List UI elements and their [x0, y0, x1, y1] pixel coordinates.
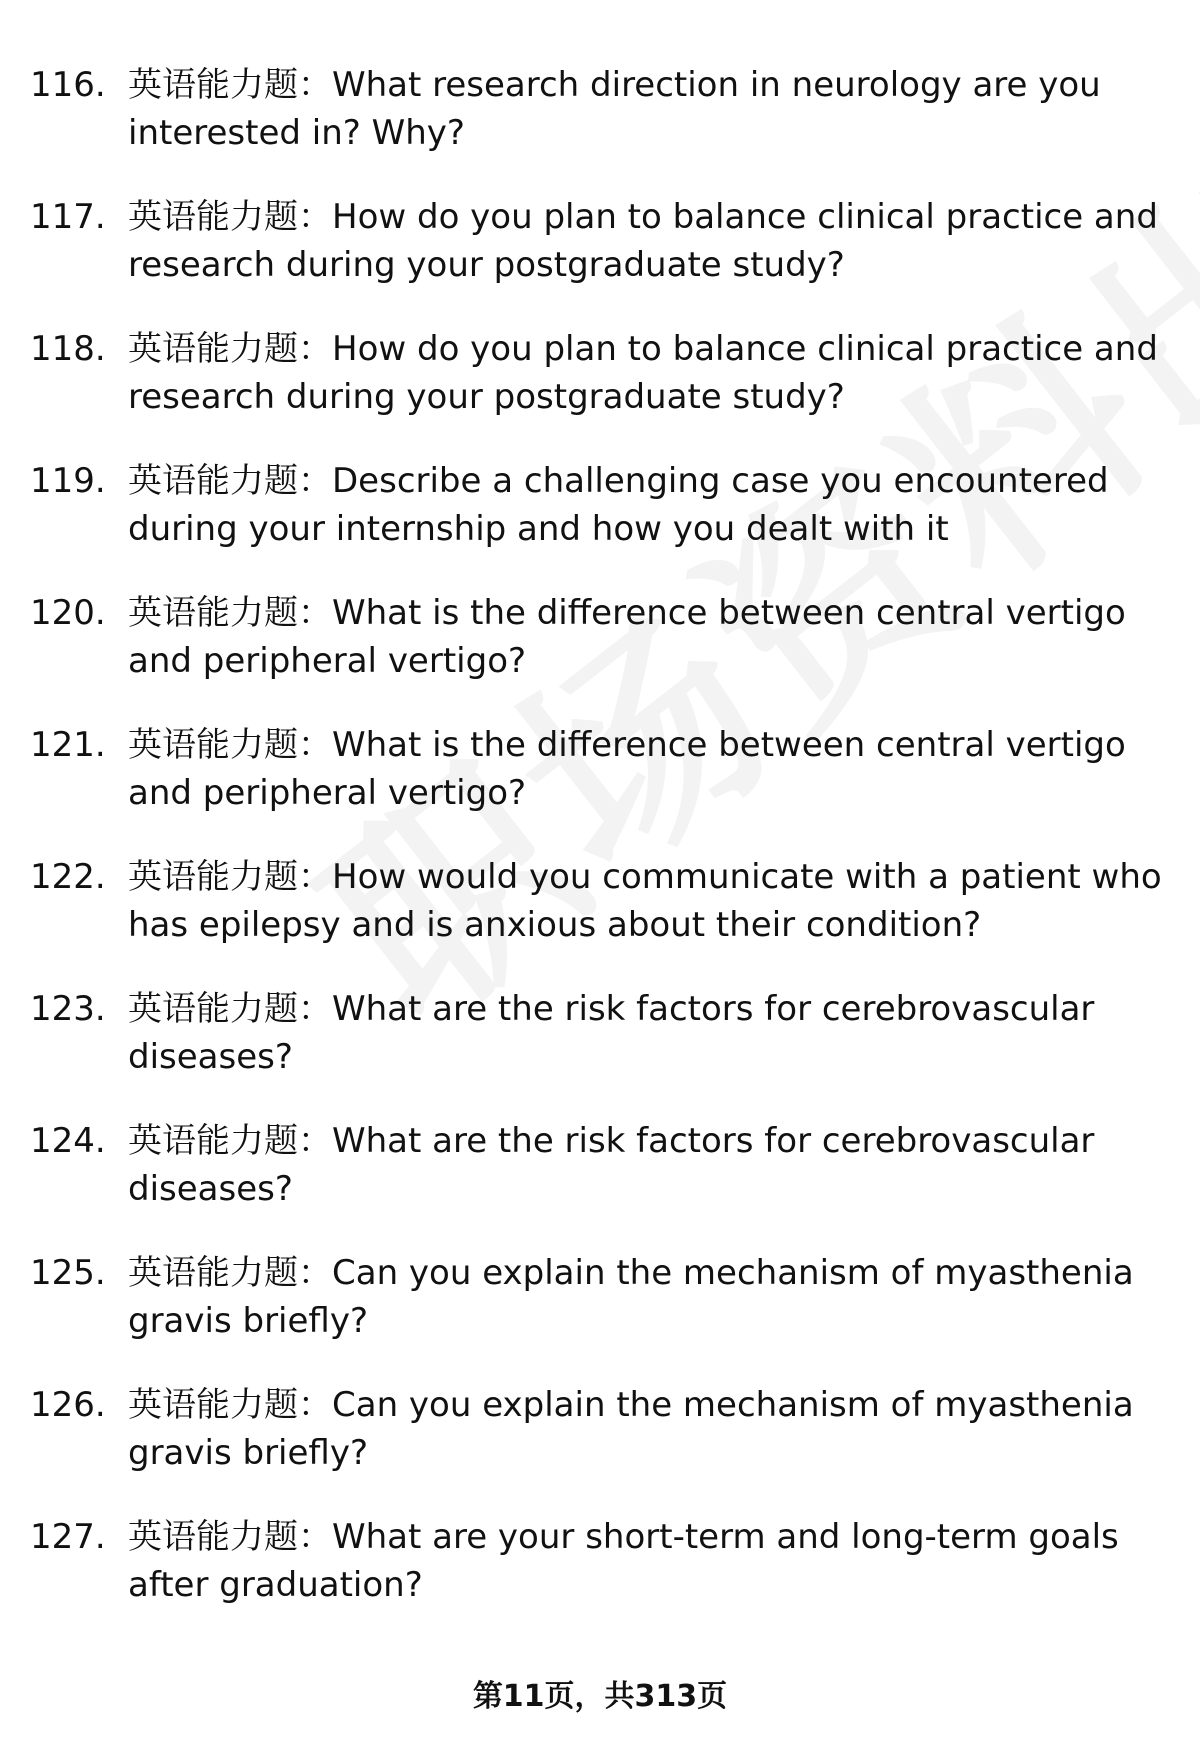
- question-text-block: [128, 853, 1178, 949]
- question-text: How do you plan to balance clinical practice and research during your postgraduate study?: [128, 329, 1158, 417]
- question-category-label: 英语能力题：: [128, 1517, 332, 1557]
- question-item: [0, 847, 1200, 979]
- question-number: 121.: [30, 725, 106, 765]
- question-item: [0, 1111, 1200, 1243]
- question-category-label: 英语能力题：: [128, 1121, 332, 1161]
- question-number: 116.: [30, 65, 106, 105]
- question-category-label: 英语能力题：: [128, 1253, 332, 1293]
- question-text-block: [128, 61, 1178, 157]
- question-text: What research direction in neurology are you interested in? Why?: [128, 65, 1101, 153]
- question-item: [0, 1375, 1200, 1507]
- question-category-label: 英语能力题：: [128, 857, 332, 897]
- question-number: 126.: [30, 1385, 106, 1425]
- question-item: [0, 1507, 1200, 1639]
- question-text: What is the difference between central vertigo and peripheral vertigo?: [128, 593, 1126, 681]
- page-number-footer: 第11页，共313页: [472, 1679, 728, 1714]
- question-category-label: 英语能力题：: [128, 593, 332, 633]
- question-text-block: [128, 1513, 1178, 1609]
- question-number: 119.: [30, 461, 106, 501]
- question-number: 118.: [30, 329, 106, 369]
- question-category-label: 英语能力题：: [128, 461, 332, 501]
- question-item: [0, 319, 1200, 451]
- question-text: What are your short-term and long-term goals after graduation?: [128, 1517, 1119, 1605]
- question-text: Can you explain the mechanism of myasthenia gravis briefly?: [128, 1385, 1134, 1473]
- question-category-label: 英语能力题：: [128, 65, 332, 105]
- question-item: [0, 979, 1200, 1111]
- question-text-block: [128, 1117, 1178, 1213]
- question-number: 127.: [30, 1517, 106, 1557]
- question-number: 125.: [30, 1253, 106, 1293]
- question-item: [0, 715, 1200, 847]
- question-item: [0, 451, 1200, 583]
- question-text-block: [128, 721, 1178, 817]
- question-number: 122.: [30, 857, 106, 897]
- question-text: How would you communicate with a patient who has epilepsy and is anxious about their condition?: [128, 857, 1162, 945]
- question-text-block: [128, 325, 1178, 421]
- question-text-block: [128, 1249, 1178, 1345]
- question-number: 120.: [30, 593, 106, 633]
- question-text: What are the risk factors for cerebrovascular diseases?: [128, 989, 1095, 1077]
- question-text-block: [128, 985, 1178, 1081]
- question-item: [0, 1243, 1200, 1375]
- question-category-label: 英语能力题：: [128, 329, 332, 369]
- question-list: [0, 55, 1200, 1639]
- question-category-label: 英语能力题：: [128, 197, 332, 237]
- question-number: 124.: [30, 1121, 106, 1161]
- question-text: What is the difference between central vertigo and peripheral vertigo?: [128, 725, 1126, 813]
- question-number: 117.: [30, 197, 106, 237]
- question-text-block: [128, 1381, 1178, 1477]
- question-number: 123.: [30, 989, 106, 1029]
- question-category-label: 英语能力题：: [128, 725, 332, 765]
- question-text-block: [128, 193, 1178, 289]
- question-text-block: [128, 457, 1178, 553]
- question-category-label: 英语能力题：: [128, 989, 332, 1029]
- question-text: How do you plan to balance clinical practice and research during your postgraduate study?: [128, 197, 1158, 285]
- question-item: [0, 187, 1200, 319]
- question-text: Describe a challenging case you encountered during your internship and how you dealt with it: [128, 461, 1109, 549]
- question-item: [0, 55, 1200, 187]
- question-text: What are the risk factors for cerebrovascular diseases?: [128, 1121, 1095, 1209]
- question-text: Can you explain the mechanism of myasthenia gravis briefly?: [128, 1253, 1134, 1341]
- question-item: [0, 583, 1200, 715]
- question-category-label: 英语能力题：: [128, 1385, 332, 1425]
- question-text-block: [128, 589, 1178, 685]
